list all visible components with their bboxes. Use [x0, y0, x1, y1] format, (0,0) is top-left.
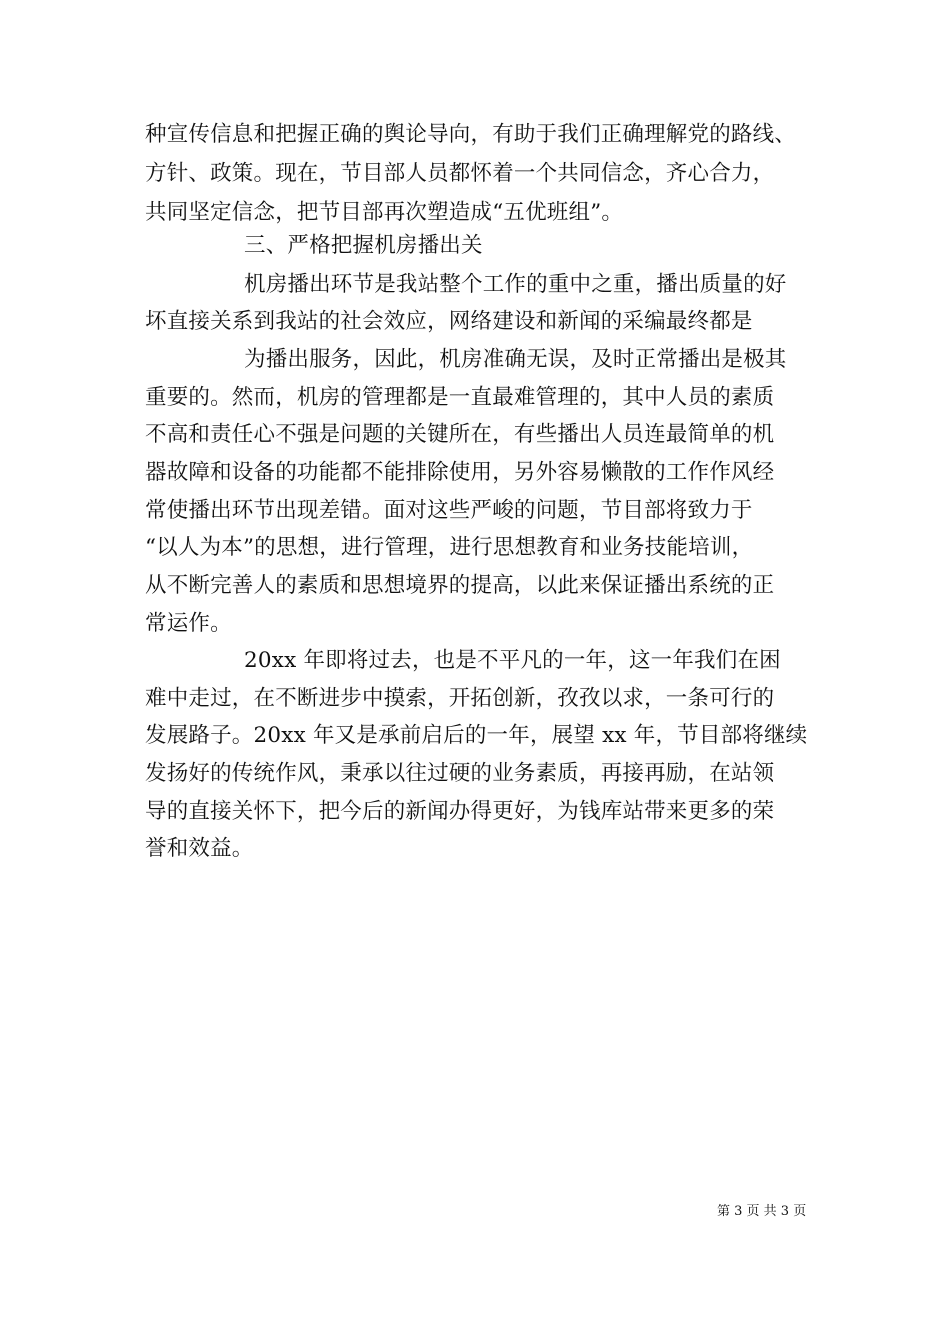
- text-line: 常运作。: [145, 611, 232, 636]
- section-heading: 三、严格把握机房播出关: [244, 233, 483, 258]
- text-line: 不高和责任心不强是问题的关键所在，有些播出人员连最简单的机: [145, 422, 775, 447]
- text-line: 共同坚定信念，把节目部再次塑造成“五优班组”。: [145, 200, 624, 225]
- text-line: 导的直接关怀下，把今后的新闻办得更好，为钱库站带来更多的荣: [145, 799, 775, 824]
- text-line: 难中走过，在不断进步中摸索，开拓创新，孜孜以求，一条可行的: [145, 686, 775, 711]
- text-line: 常使播出环节出现差错。面对这些严峻的问题，节目部将致力于: [145, 498, 753, 523]
- text-line: 发展路子。20xx 年又是承前启后的一年，展望 xx 年，节目部将继续: [145, 723, 808, 748]
- text-line: 种宣传信息和把握正确的舆论导向，有助于我们正确理解党的路线、: [145, 122, 797, 147]
- text-line: 器故障和设备的功能都不能排除使用，另外容易懒散的工作作风经: [145, 460, 775, 485]
- text-line: 20xx 年即将过去，也是不平凡的一年，这一年我们在困: [244, 648, 781, 673]
- text-line: 誉和效益。: [145, 836, 254, 861]
- text-line: 发扬好的传统作风，秉承以往过硬的业务素质，再接再励，在站领: [145, 761, 775, 786]
- page-footer: 第 3 页 共 3 页: [717, 1204, 807, 1219]
- text-line: 坏直接关系到我站的社会效应，网络建设和新闻的采编最终都是: [145, 309, 753, 334]
- text-line: 机房播出环节是我站整个工作的重中之重，播出质量的好: [244, 272, 787, 297]
- text-line: 为播出服务，因此，机房准确无误，及时正常播出是极其: [244, 347, 787, 372]
- text-line: “以人为本”的思想，进行管理，进行思想教育和业务技能培训，: [145, 535, 754, 560]
- text-line: 重要的。然而，机房的管理都是一直最难管理的，其中人员的素质: [145, 385, 775, 410]
- text-line: 方针、政策。现在，节目部人员都怀着一个共同信念，齐心合力，: [145, 161, 775, 186]
- text-line: 从不断完善人的素质和思想境界的提高，以此来保证播出系统的正: [145, 573, 775, 598]
